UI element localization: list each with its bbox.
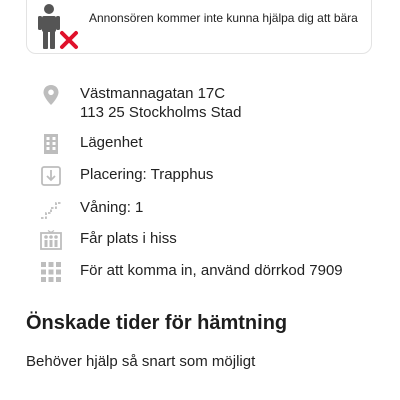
door-code-text: För att komma in, använd dörrkod 7909 bbox=[80, 262, 343, 279]
elevator-row bbox=[38, 229, 177, 251]
placement-text: Placering: Trapphus bbox=[80, 166, 214, 183]
pickup-times-title: Önskade tider för hämtning bbox=[26, 312, 288, 334]
door-code-row bbox=[38, 261, 343, 283]
keypad-icon bbox=[38, 261, 64, 283]
notice-text: Annonsören kommer inte kunna hjälpa dig att bära bbox=[89, 11, 358, 25]
placement-row bbox=[38, 165, 214, 187]
housing-type-row bbox=[38, 133, 143, 155]
elevator-text: Får plats i hiss bbox=[80, 230, 177, 247]
floor-row bbox=[38, 198, 144, 220]
entrance-icon bbox=[38, 165, 64, 187]
location-pin-icon bbox=[38, 84, 64, 106]
person-cross-icon bbox=[37, 1, 79, 51]
housing-type-text: Lägenhet bbox=[80, 134, 143, 151]
floor-text: Våning: 1 bbox=[80, 199, 144, 216]
building-icon bbox=[38, 133, 64, 155]
pickup-times-subtitle: Behöver hjälp så snart som möjligt bbox=[26, 353, 256, 370]
stairs-icon bbox=[38, 198, 64, 220]
carry-help-notice bbox=[26, 0, 372, 54]
address-row bbox=[38, 84, 242, 121]
elevator-icon bbox=[38, 229, 64, 251]
address-line-1: Västmannagatan 17C bbox=[80, 85, 226, 102]
address-line-2: 113 25 Stockholms Stad bbox=[80, 104, 242, 121]
address-text bbox=[80, 84, 241, 122]
